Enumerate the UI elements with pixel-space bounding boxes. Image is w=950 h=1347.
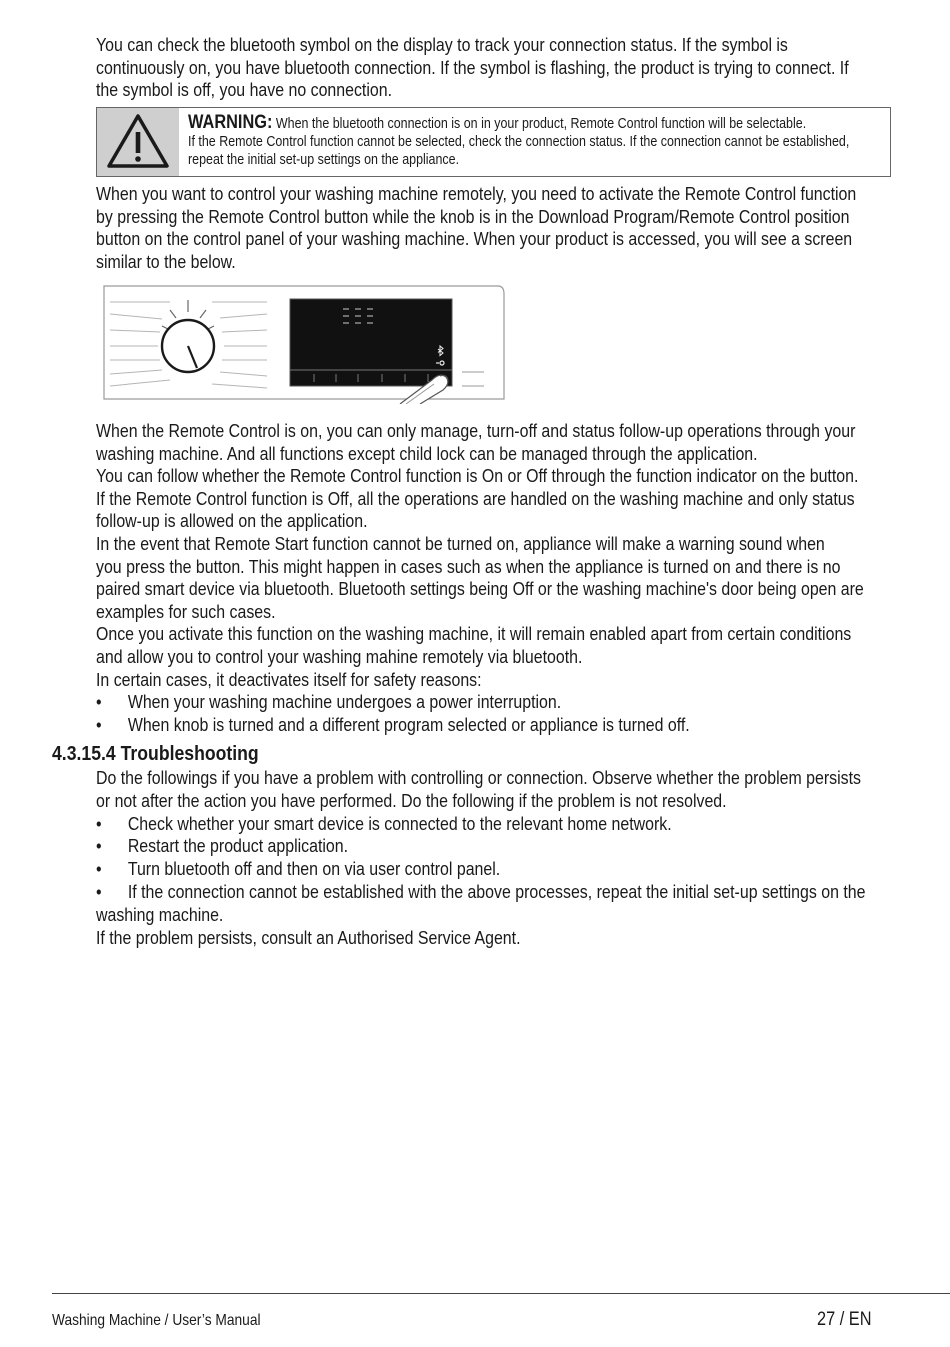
list-item-text: Check whether your smart device is connected to the relevant home network. xyxy=(127,813,672,834)
body-line: When the Remote Control is on, you can only manage, turn-off and status follow-up operations through your xyxy=(96,420,856,441)
warning-icon-cell xyxy=(97,108,179,176)
body-line: and allow you to control your washing mahine remotely via bluetooth. xyxy=(96,645,583,667)
troubleshooting-intro xyxy=(96,767,861,812)
troubleshooting-intro-line: or not after the action you have performed. Do the following if the problem is not resolved. xyxy=(96,789,727,811)
warning-box xyxy=(96,107,891,177)
bullet-icon: • xyxy=(96,691,102,712)
body-line: Once you activate this function on the washing machine, it will remain enabled apart from certain conditions xyxy=(96,623,852,645)
bullet-icon: • xyxy=(96,813,102,834)
remote-control-description xyxy=(96,420,864,691)
remote-intro-line: similar to the below. xyxy=(96,250,236,272)
section-heading: 4.3.15.4 Troubleshooting xyxy=(52,742,259,765)
control-panel-illustration xyxy=(102,284,512,409)
remote-intro-line: button on the control panel of your washing machine. When your product is accessed, you will see a screen xyxy=(96,228,853,250)
body-line: paired smart device via bluetooth. Bluetooth settings being Off or the washing machine's door being open are xyxy=(96,578,864,600)
list-item-text: When your washing machine undergoes a power interruption. xyxy=(127,691,562,712)
intro-line: continuously on, you have bluetooth connection. If the symbol is flashing, the product is trying to connect. If xyxy=(96,56,849,78)
body-line: follow-up is allowed on the application. xyxy=(96,510,368,532)
footer-divider xyxy=(52,1293,950,1294)
warning-line-3: repeat the initial set-up settings on the appliance. xyxy=(188,152,460,168)
warning-triangle-icon xyxy=(97,108,179,176)
troubleshooting-closing xyxy=(96,904,521,949)
list-item-text: If the connection cannot be established with the above processes, repeat the initial set-up settings on the xyxy=(127,881,866,902)
body-line: If the Remote Control function is Off, all the operations are handled on the washing machine and only status xyxy=(96,487,855,509)
remote-intro-line: When you want to control your washing machine remotely, you need to activate the Remote Control function xyxy=(96,183,857,204)
remote-intro-paragraph xyxy=(96,183,856,273)
bullet-icon: • xyxy=(96,714,102,735)
body-line: examples for such cases. xyxy=(96,600,276,622)
footer-page-number: 27 / EN xyxy=(817,1309,872,1330)
warning-line-1: When the bluetooth connection is on in your product, Remote Control function will be selectable. xyxy=(275,116,807,132)
list-item-text: Restart the product application. xyxy=(127,835,349,856)
warning-text xyxy=(188,114,849,169)
intro-line: You can check the bluetooth symbol on the display to track your connection status. If the symbol is xyxy=(96,34,788,55)
bullet-continuation: washing machine. xyxy=(96,904,224,925)
bullet-icon: • xyxy=(96,881,102,902)
bullet-icon: • xyxy=(96,835,102,856)
warning-line-2: If the Remote Control function cannot be selected, check the connection status. If the connection cannot be established, xyxy=(188,134,850,150)
troubleshooting-intro-line: Do the followings if you have a problem with controlling or connection. Observe whether the problem persists xyxy=(96,767,861,788)
body-line: you press the button. This might happen in cases such as when the appliance is turned on and there is no xyxy=(96,555,841,577)
list-item-text: Turn bluetooth off and then on via user control panel. xyxy=(127,858,501,879)
body-line: You can follow whether the Remote Control function is On or Off through the function indicator on the button. xyxy=(96,465,859,487)
remote-intro-line: by pressing the Remote Control button while the knob is in the Download Program/Remote Control position xyxy=(96,205,850,227)
footer-document-title: Washing Machine / User’s Manual xyxy=(52,1312,261,1329)
body-line: washing machine. And all functions except child lock can be managed through the application. xyxy=(96,442,758,464)
control-panel-drawing xyxy=(102,284,512,404)
display-screen xyxy=(290,299,452,386)
bullet-icon: • xyxy=(96,858,102,879)
program-knob xyxy=(162,320,214,372)
body-line: In the event that Remote Start function cannot be turned on, appliance will make a warning sound when xyxy=(96,532,825,554)
body-line: In certain cases, it deactivates itself for safety reasons: xyxy=(96,668,482,690)
warning-label: WARNING: xyxy=(188,112,273,133)
intro-line: the symbol is off, you have no connection. xyxy=(96,79,393,101)
list-item-text: When knob is turned and a different program selected or appliance is turned off. xyxy=(127,714,690,735)
closing-line: If the problem persists, consult an Authorised Service Agent. xyxy=(96,926,521,948)
intro-paragraph xyxy=(96,34,849,102)
